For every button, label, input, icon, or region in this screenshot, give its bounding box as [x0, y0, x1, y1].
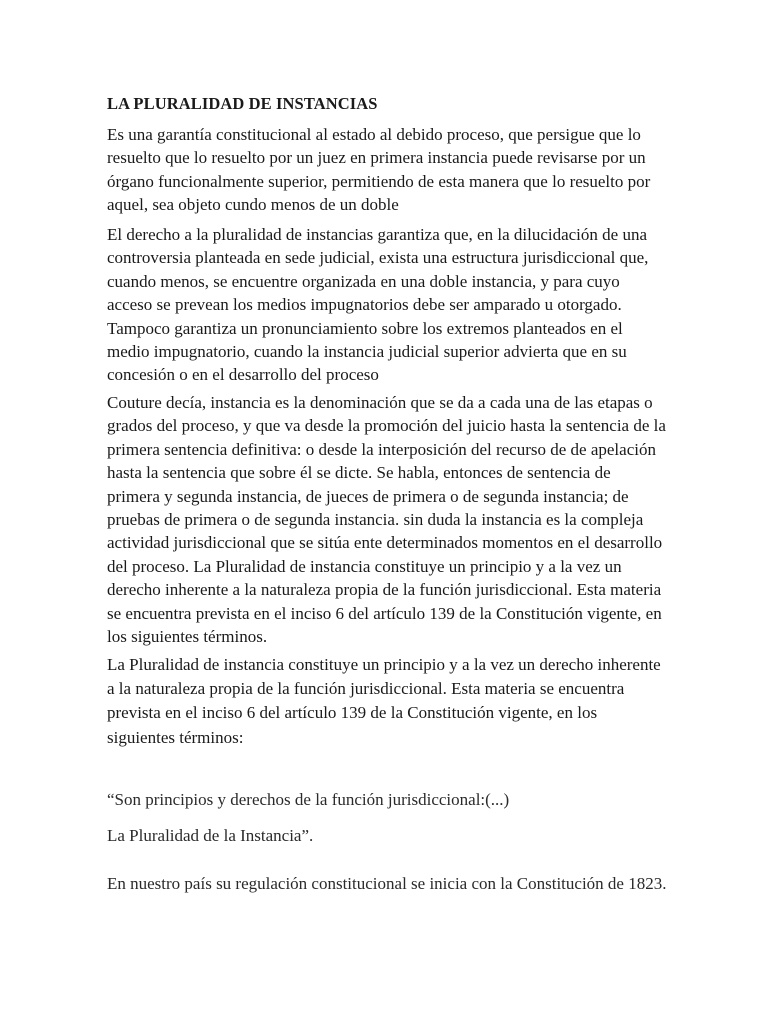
quote-line-principles: “Son principios y derechos de la función jurisdiccional:(...): [107, 790, 510, 809]
document-title: LA PLURALIDAD DE INSTANCIAS: [107, 94, 378, 113]
paragraph-couture: Couture decía, instancia es la denominación que se da a cada una de las etapas o grados del proceso, y que va desde la promoción del juicio hasta la sentencia de la primera sentencia definitiva: o desde la interposición del recurso de de apelación hasta la sentencia que sobre él se dicte. Se habla, entonces de sentencia de primera y segunda instancia, de jueces de primera o de segunda instancia; de pruebas de primera o de segunda instancia. sin duda la instancia es la compleja actividad jurisdiccional que se sitúa ente determinados momentos en el desarrollo del proceso. La Pluralidad de instancia constituye un principio y a la vez un derecho inherente a la naturaleza propia de la función jurisdiccional. Esta materia se encuentra prevista en el inciso 6 del artículo 139 de la Constitución vigente, en los siguientes términos.: [107, 393, 666, 647]
quote-line-plurality: La Pluralidad de la Instancia”.: [107, 826, 314, 845]
paragraph-right-to-plurality: El derecho a la pluralidad de instancias garantiza que, en la dilucidación de una controversia planteada en sede judicial, exista una estructura jurisdiccional que, cuando menos, se encuentre organizada en una doble instancia, y para cuyo acceso se prevean los medios impugnatorios debe ser amparado u otorgado. Tampoco garantiza un pronunciamiento sobre los extremos planteados en el medio impugnatorio, cuando la instancia judicial superior advierta que en su concesión o en el desarrollo del proceso: [107, 225, 649, 385]
paragraph-constitutional-principle: La Pluralidad de instancia constituye un principio y a la vez un derecho inherente a la naturaleza propia de la función jurisdiccional. Esta materia se encuentra prevista en el inciso 6 del artículo 139 de la Constitución vigente, en los siguientes términos:: [107, 655, 661, 747]
paragraph-history: En nuestro país su regulación constitucional se inicia con la Constitución de 1823.: [107, 874, 667, 893]
paragraph-definition: Es una garantía constitucional al estado al debido proceso, que persigue que lo resuelto que lo resuelto por un juez en primera instancia puede revisarse por un órgano funcionalmente superior, permitiendo de esta manera que lo resuelto por aquel, sea objeto cundo menos de un doble: [107, 125, 651, 215]
